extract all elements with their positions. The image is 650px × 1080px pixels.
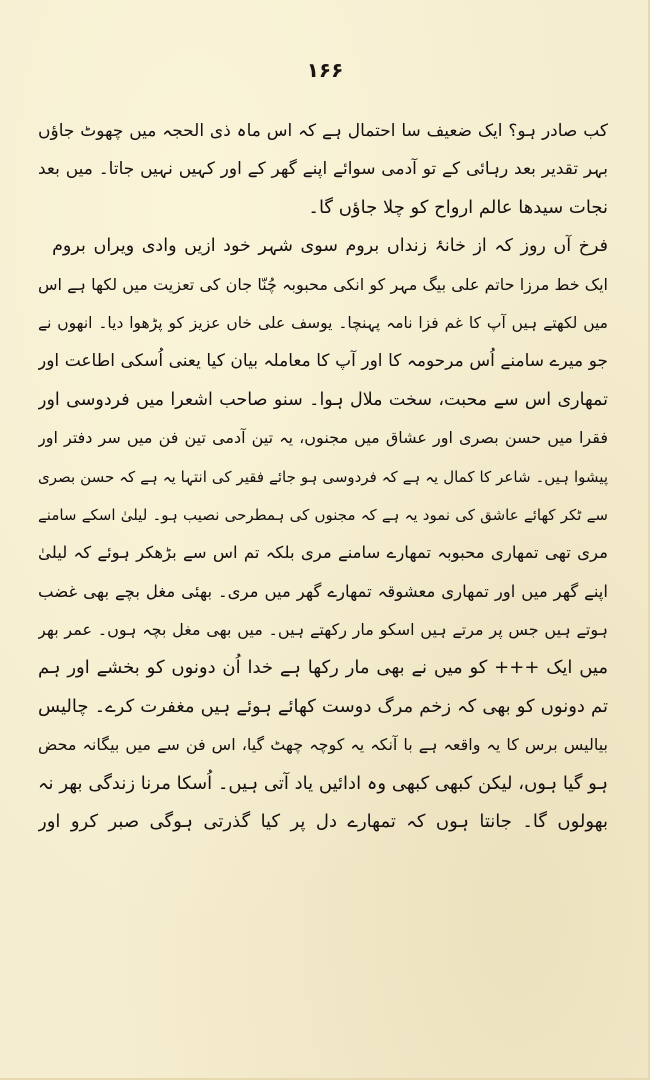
text-line: جو میرے سامنے اُس مرحومہ کا اور آپ کا معاملہ بیان کیا یعنی اُسکی اطاعت اور bbox=[38, 351, 608, 372]
text-line: ہو گیا ہوں، لیکن کبھی کبھی وہ ادائیں یاد آتی ہیں۔ اُسکا مرنا زندگی بھر نہ bbox=[38, 772, 608, 794]
text-line: بہر تقدیر بعد رہائی کے تو آدمی سوائے اپنے گھر کے اور کہیں نہیں جاتا۔ میں بعد bbox=[38, 159, 608, 180]
text-line: میں لکھتے ہیں آپ کا غم فزا نامہ پہنچا۔ یوسف علی خاں عزیز کو پڑھوا دیا۔ انھوں نے bbox=[38, 313, 608, 332]
text-line: نجات سیدھا عالم ارواح کو چلا جاؤں گا۔ bbox=[308, 196, 608, 218]
page-body bbox=[38, 112, 608, 841]
text-line: بیالیس برس کا یہ واقعہ ہے با آنکہ یہ کوچہ چھٹ گیا، اس فن سے میں بیگانہ محض bbox=[38, 735, 608, 755]
text-line: ایک خط مرزا حاتم علی بیگ مہر کو انکی محبوبہ چُنّا جان کی تعزیت میں لکھا ہے اس bbox=[38, 274, 608, 294]
text-line: فقرا میں حسن بصری اور عشاق میں مجنوں، یہ تین آدمی تین فن میں سر دفتر اور bbox=[38, 428, 608, 448]
text-line: میں ایک +++ کو میں نے بھی مار رکھا ہے خدا اُن دونوں کو بخشے اور ہم bbox=[38, 657, 608, 679]
text-line: تم دونوں کو بھی کہ زخم مرگ دوست کھائے ہوئے ہیں مغفرت کرے۔ چالیس bbox=[38, 695, 608, 717]
page-number: ۱۶۶ bbox=[306, 58, 344, 82]
text-line: تمھاری اس سے محبت، سخت ملال ہوا۔ سنو صاحب اشعرا میں فردوسی اور bbox=[38, 389, 608, 410]
verse-line: فرخ آں روز کہ از خانۂ زنداں بروم سوی شہر خود ازیں وادی ویراں بروم bbox=[52, 236, 608, 257]
text-line: پیشوا ہیں۔ شاعر کا کمال یہ ہے کہ فردوسی ہو جائے فقیر کی انتہا یہ ہے کہ حسن بصری bbox=[38, 467, 608, 486]
text-line: اپنے گھر میں اور تمھاری معشوقہ تمھارے گھر میں مری۔ بھئی مغل بچے بھی غضب bbox=[38, 581, 608, 601]
text-line: کب صادر ہو؟ ایک ضعیف سا احتمال ہے کہ اس ماہ ذی الحجہ میں چھوٹ جاؤں bbox=[38, 121, 608, 141]
text-line: بھولوں گا۔ جانتا ہوں کہ تمھارے دل پر کیا گذرتی ہوگی صبر کرو اور bbox=[38, 811, 608, 833]
text-line: سے ٹکر کھائے عاشق کی نمود یہ ہے کہ مجنوں کی ہمطرحی نصیب ہو۔ لیلیٰ اسکے سامنے bbox=[38, 505, 608, 524]
text-line: ہوتے ہیں جس پر مرتے ہیں اسکو مار رکھتے ہیں۔ میں بھی مغل بچہ ہوں۔ عمر بھر bbox=[38, 620, 608, 640]
text-line: مری تھی تمھاری محبوبہ تمھارے سامنے مری بلکہ تم اس سے بڑھکر ہوئے کہ لیلیٰ bbox=[38, 543, 608, 563]
